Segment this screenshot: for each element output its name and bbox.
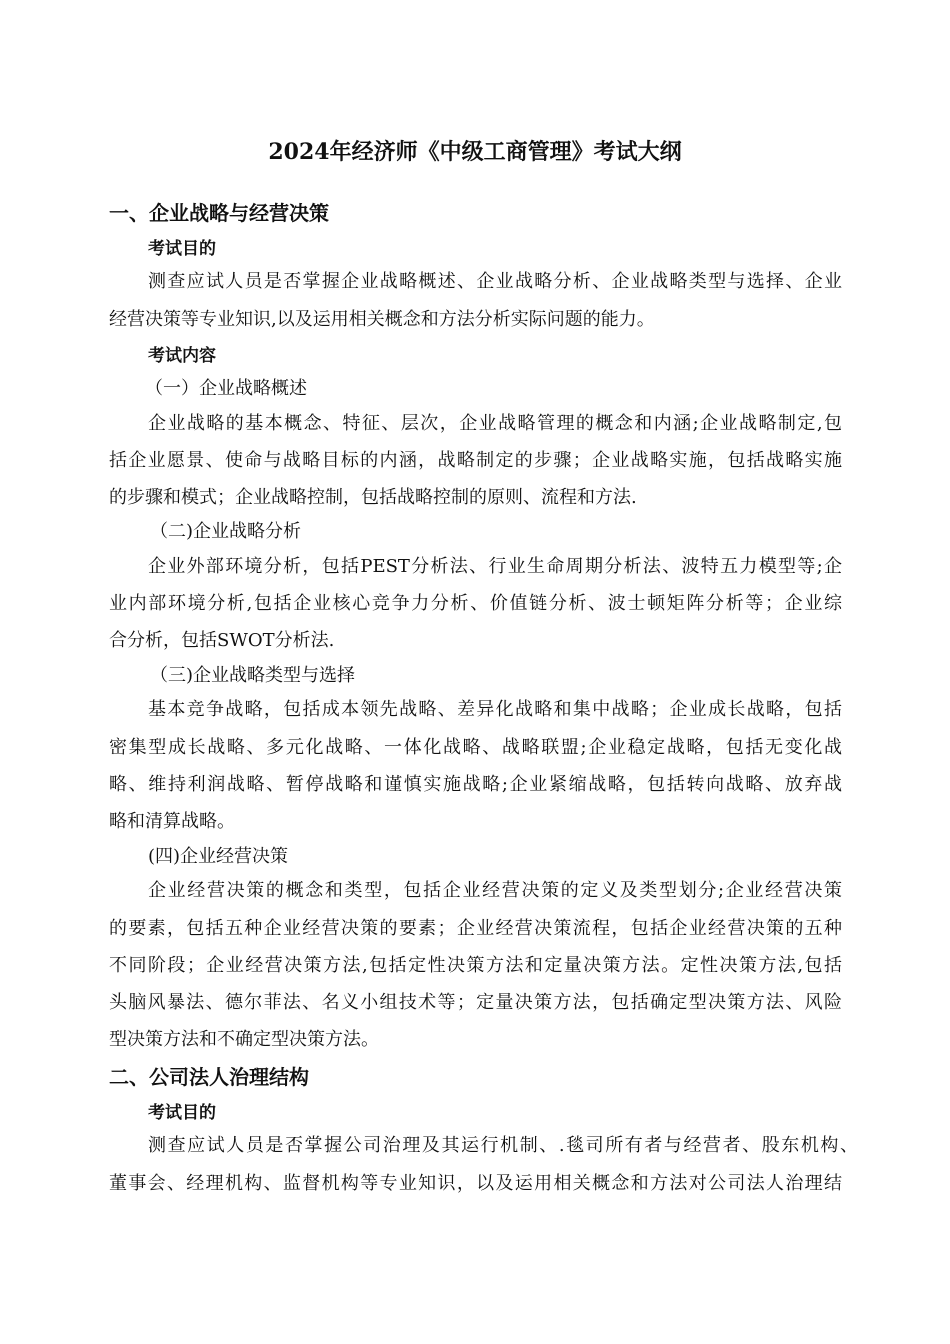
paragraph-line: 测查应试人员是否掌握公司治理及其运行机制、.毯司所有者与经营者、股东机构、 [148, 1135, 858, 1156]
section-1-purpose-label: 考试目的 [148, 239, 216, 259]
section-1-purpose-line: 测查应试人员是否掌握企业战略概述、企业战略分析、企业战略类型与选择、企业 [148, 271, 842, 292]
subsection-title: （二)企业战略分析 [150, 521, 302, 542]
paragraph-line: 略和清算战略。 [109, 811, 235, 832]
subsection-title: （三)企业战略类型与选择 [150, 665, 356, 686]
paragraph-line: 企业战略的基本概念、特征、层次，企业战略管理的概念和内涵;企业战略制定,包 [148, 413, 842, 434]
section-2-heading: 二、公司法人治理结构 [109, 1065, 309, 1089]
paragraph-line: 型决策方法和不确定型决策方法。 [109, 1029, 379, 1050]
section-1-heading: 一、企业战略与经营决策 [109, 201, 329, 225]
paragraph-line: 头脑风暴法、德尔菲法、名义小组技术等；定量决策方法，包括确定型决策方法、风险 [109, 992, 842, 1013]
paragraph-line: 略、维持利润战略、暂停战略和谨慎实施战略;企业紧缩战略，包括转向战略、放弃战 [109, 774, 842, 795]
paragraph-line: 括企业愿景、使命与战略目标的内涵，战略制定的步骤；企业战略实施，包括战略实施 [109, 450, 842, 471]
document-title: 2024年经济师《中级工商管理》考试大纲 [268, 139, 682, 165]
paragraph-line: 企业外部环境分析，包括PEST分析法、行业生命周期分析法、波特五力模型等;企 [148, 556, 842, 577]
section-2-purpose-label: 考试目的 [148, 1103, 216, 1123]
paragraph-line: 的要素，包括五种企业经营决策的要素；企业经营决策流程，包括企业经营决策的五种 [109, 918, 842, 939]
subsection-title: （一）企业战略概述 [145, 378, 307, 399]
subsection-title: (四)企业经营决策 [148, 846, 289, 867]
paragraph-line: 合分析，包括SWOT分析法. [109, 630, 335, 651]
paragraph-line: 董事会、经理机构、监督机构等专业知识，以及运用相关概念和方法对公司法人治理结 [109, 1173, 842, 1194]
paragraph-line: 企业经营决策的概念和类型，包括企业经营决策的定义及类型划分;企业经营决策 [148, 880, 842, 901]
paragraph-line: 的步骤和模式；企业战略控制，包括战略控制的原则、流程和方法. [109, 487, 637, 508]
paragraph-line: 基本竞争战略，包括成本领先战略、差异化战略和集中战略；企业成长战略，包括 [148, 699, 842, 720]
section-1-content-label: 考试内容 [148, 346, 216, 366]
paragraph-line: 不同阶段；企业经营决策方法,包括定性决策方法和定量决策方法。定性决策方法,包括 [109, 955, 842, 976]
paragraph-line: 业内部环境分析,包括企业核心竞争力分析、价值链分析、波士顿矩阵分析等；企业综 [109, 593, 842, 614]
section-1-purpose-line: 经营决策等专业知识,以及运用相关概念和方法分析实际问题的能力。 [109, 309, 655, 330]
paragraph-line: 密集型成长战略、多元化战略、一体化战略、战略联盟;企业稳定战略，包括无变化战 [109, 737, 842, 758]
